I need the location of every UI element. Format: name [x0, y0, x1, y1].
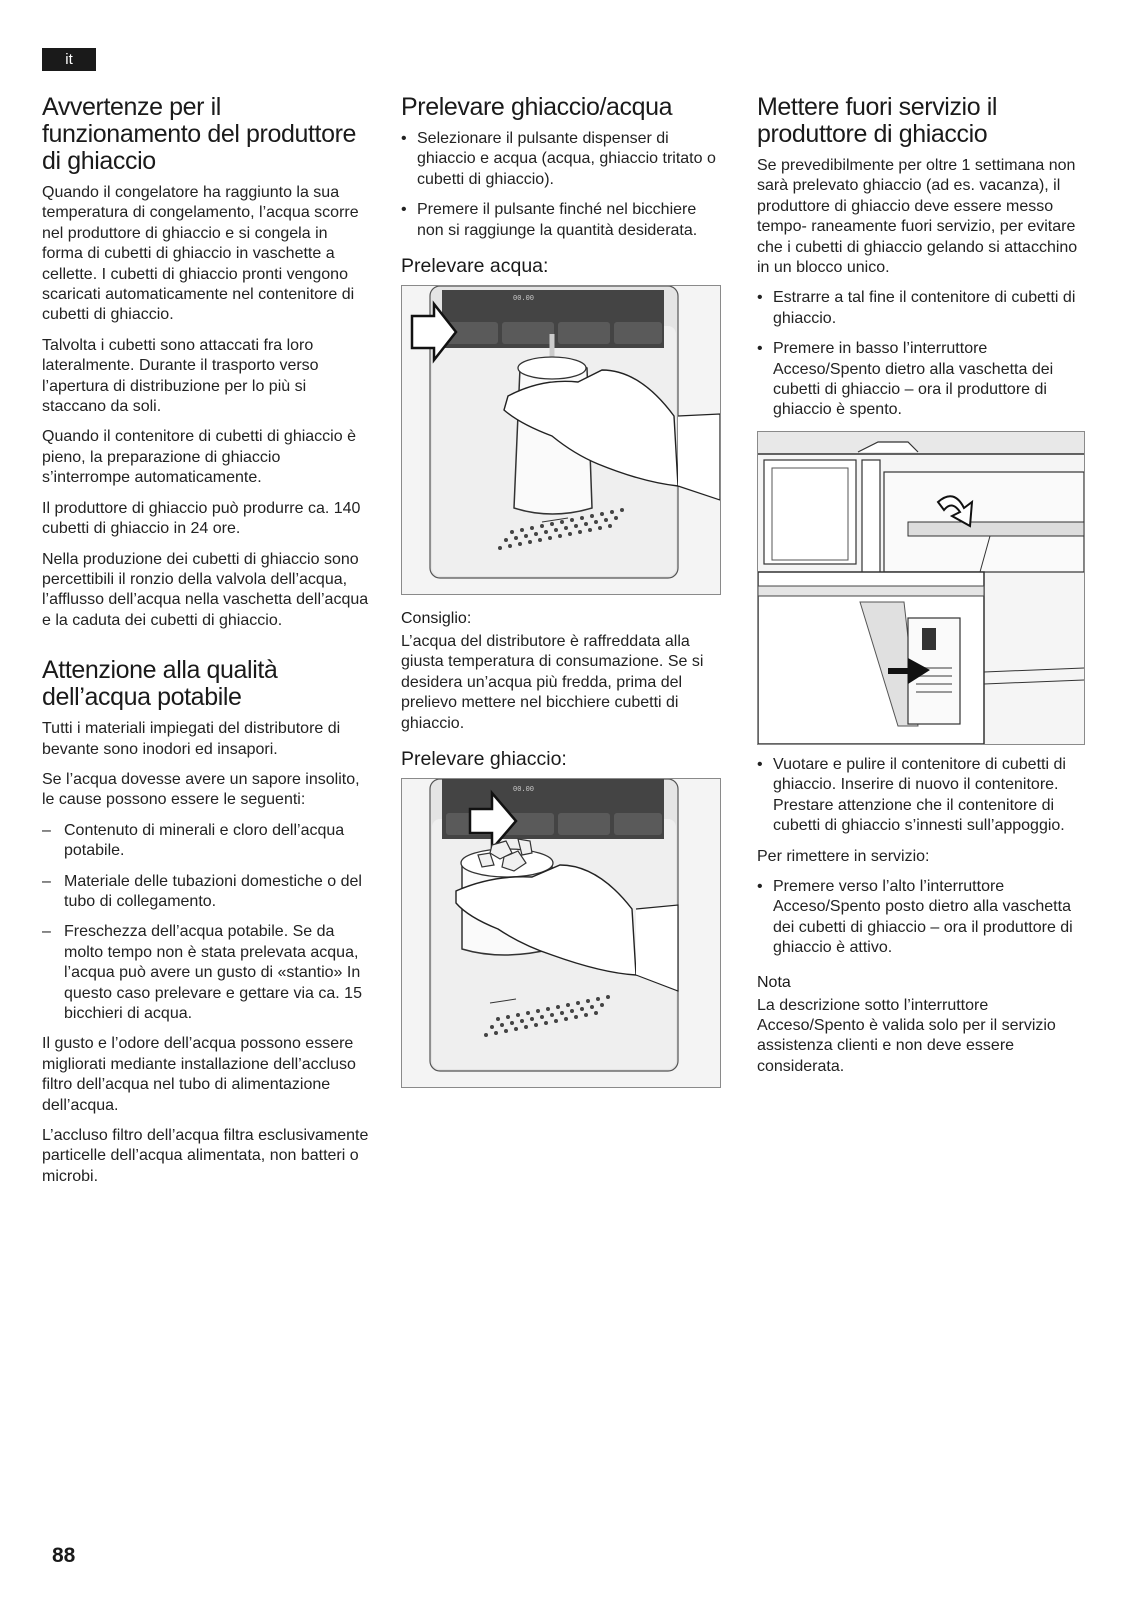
paragraph: Quando il contenitore di cubetti di ghiaccio è pieno, la preparazione di ghiaccio s’interrompe automaticamente.: [42, 428, 356, 487]
list-item: – Freschezza dell’acqua potabile. Se da molto tempo non è stata prelevata acqua, l’acqua può avere un gusto di «stantio» In questo caso prelevare e gettare via ca. 15 bicchieri di acqua.: [42, 922, 372, 1024]
paragraph: Il produttore di ghiaccio può produrre ca. 140 cubetti di ghiaccio in 24 ore.: [42, 499, 361, 538]
note-title: Nota: [757, 973, 791, 991]
cleaning-steps: [757, 755, 1087, 837]
heading-disable-icemaker: Mettere fuori servizio il produttore di ghiaccio: [757, 93, 998, 148]
tip-title: Consiglio:: [401, 610, 472, 628]
paragraph: Talvolta i cubetti sono attaccati fra loro lateralmente. Durante il trasporto verso l’apertura di distribuzione per lo più si staccano da soli.: [42, 336, 319, 416]
page-number: 88: [52, 1544, 76, 1567]
list-item: • Selezionare il pulsante dispenser di ghiaccio e acqua (acqua, ghiaccio tritato o cubetti di ghiaccio).: [401, 129, 723, 190]
list-item: • Premere in basso l’interruttore Acceso/Spento dietro alla vaschetta dei cubetti di ghiaccio – ora il produttore di ghiaccio è spento.: [757, 339, 1087, 421]
paragraph: Tutti i materiali impiegati del distributore di bevante sono inodori ed insapori.: [42, 720, 341, 758]
dispense-steps: [401, 129, 723, 241]
list-item: – Materiale delle tubazioni domestiche o del tubo di collegamento.: [42, 872, 372, 913]
paragraph: Nella produzione dei cubetti di ghiaccio sono percettibili il ronzio della valvola dell’acqua, l’afflusso dell’acqua nella vaschetta dell’acqua e la caduta dei cubetti di ghiaccio.: [42, 550, 369, 629]
disable-steps: [757, 288, 1087, 420]
subheading-water: Prelevare acqua:: [401, 255, 549, 278]
paragraph: Se l’acqua dovesse avere un sapore insolito, le cause possono essere le seguenti:: [42, 770, 360, 809]
display-readout: 00.00: [513, 295, 535, 304]
ice-dispense-illustration: [401, 778, 721, 1088]
paragraph: Quando il congelatore ha raggiunto la sua temperatura di congelamento, l’acqua scorre nel produttore di ghiaccio e si congela in forma di cubetti di ghiaccio in vaschette a cellette. I cubetti di ghiaccio pronti vengono scaricati automaticamente nel contenitore di cubetti di ghiaccio.: [42, 184, 359, 324]
list-item: • Premere verso l’alto l’interruttore Acceso/Spento posto dietro alla vaschetta dei cubetti di ghiaccio – ora il produttore di ghiaccio è attivo.: [757, 877, 1087, 959]
paragraph: Se prevedibilmente per oltre 1 settimana non sarà prelevato ghiaccio (ad es. vacanza), il produttore di ghiaccio deve essere messo tempo- raneamente fuori servizio, per evitare che i cubetti di ghiaccio gelando si attacchino in un blocco unico.: [757, 157, 1078, 277]
list-item: • Vuotare e pulire il contenitore di cubetti di ghiaccio. Inserire di nuovo il contenitore. Prestare attenzione che il contenitore di cubetti di ghiaccio s’innesti sull’appoggio.: [757, 755, 1087, 837]
icemaker-switch-illustration: [757, 431, 1085, 745]
tip-text: L’acqua del distributore è raffreddata alla giusta temperatura di consumazione. Se si desidera un’acqua più fredda, prima del prelievo mettere nel bicchiere cubetti di ghiaccio.: [401, 633, 704, 732]
heading-water-quality: Attenzione alla qualità dell’acqua potabile: [42, 656, 278, 712]
column-3: [757, 94, 1087, 1087]
paragraph: L’accluso filtro dell’acqua filtra esclusivamente particelle dell’acqua alimentata, non batteri o microbi.: [42, 1127, 369, 1185]
list-item: • Premere il pulsante finché nel bicchiere non si raggiunge la quantità desiderata.: [401, 200, 723, 241]
subheading-ice: Prelevare ghiaccio:: [401, 748, 567, 771]
list-item: • Estrarre a tal fine il contenitore di cubetti di ghiaccio.: [757, 288, 1087, 329]
list-item: – Contenuto di minerali e cloro dell’acqua potabile.: [42, 821, 372, 862]
heading-dispense: Prelevare ghiaccio/acqua: [401, 93, 673, 121]
paragraph: Il gusto e l’odore dell’acqua possono essere migliorati mediante installazione dell’accluso filtro dell’acqua nel tubo di alimentazione dell’acqua.: [42, 1035, 356, 1114]
causes-list: [42, 821, 372, 1025]
display-readout: 00.00: [513, 786, 535, 795]
note-text: La descrizione sotto l’interruttore Acceso/Spento è valida solo per il servizio assistenza clienti e non deve essere considerata.: [757, 996, 1056, 1075]
column-1: [42, 94, 372, 1197]
heading-icemaker-warnings: Avvertenze per il funzionamento del produttore di ghiaccio: [42, 93, 357, 175]
language-badge: it: [42, 48, 96, 71]
column-2: [401, 94, 723, 1098]
water-dispense-illustration: [401, 285, 721, 595]
paragraph: Per rimettere in servizio:: [757, 847, 930, 865]
restart-steps: [757, 877, 1087, 959]
